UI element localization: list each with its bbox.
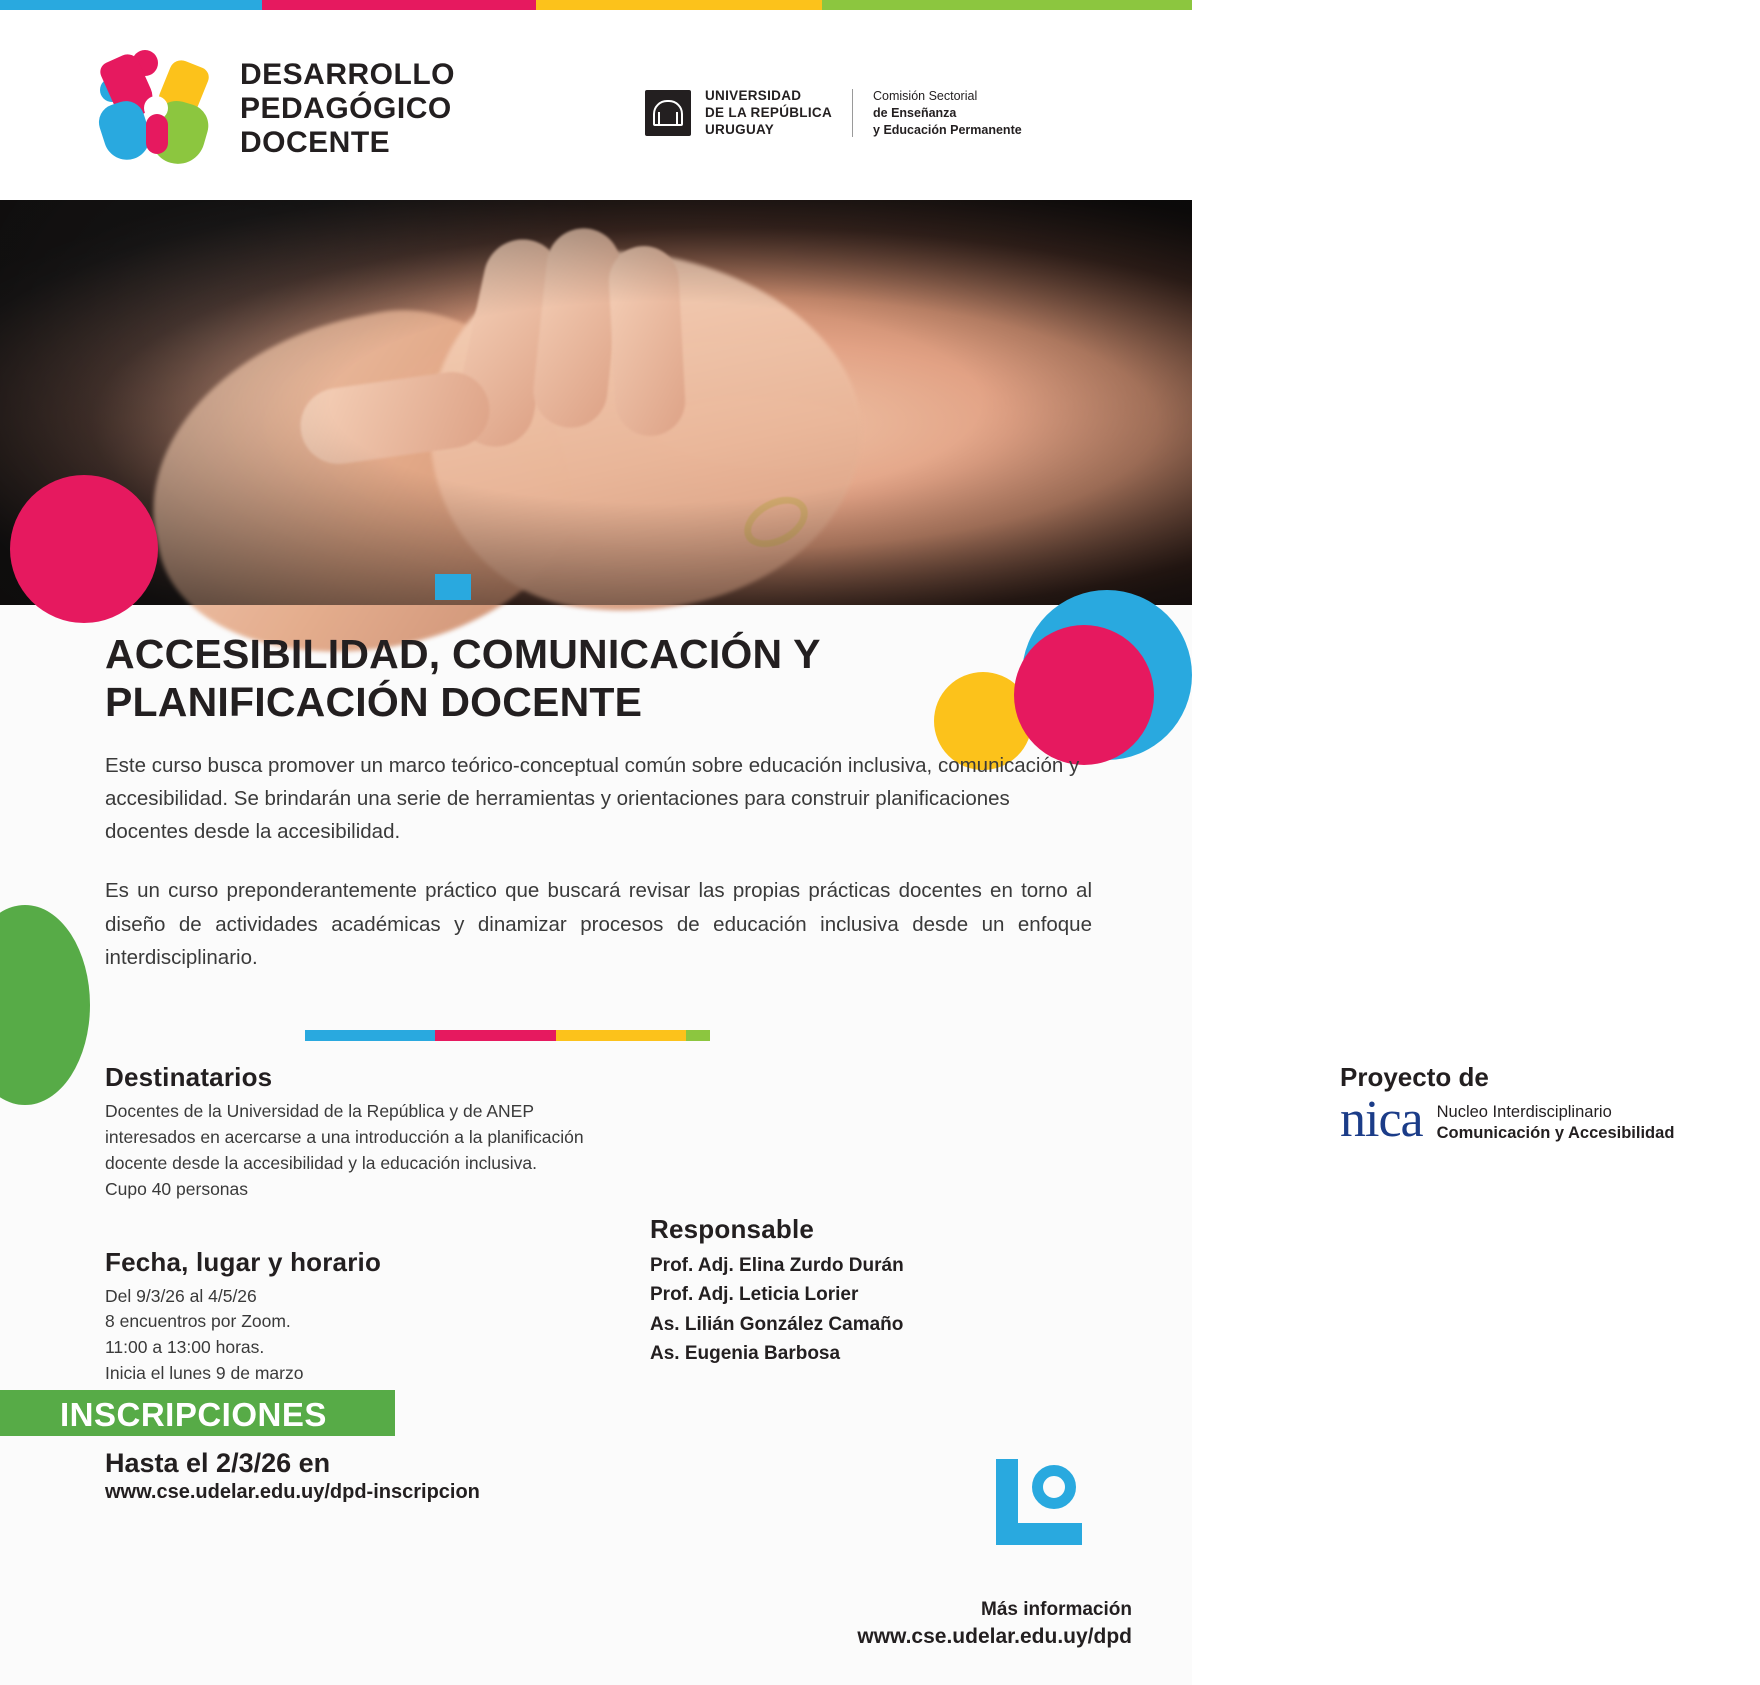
cse-name <box>873 88 1022 139</box>
left-column <box>105 1062 650 1387</box>
cse-line-3: y Educación Permanente <box>873 122 1022 137</box>
top-color-bar <box>0 0 1192 10</box>
destinatarios-body <box>105 1099 650 1203</box>
proyecto-block <box>1340 1062 1760 1148</box>
fecha-line-1: Del 9/3/26 al 4/5/26 <box>105 1285 257 1306</box>
brand-line-2: PEDAGÓGICO <box>240 92 452 126</box>
cse-line-2: de Enseñanza <box>873 105 957 120</box>
fecha-line-3: 11:00 a 13:00 horas. <box>105 1337 265 1358</box>
fecha-body <box>105 1284 650 1388</box>
udelar-line-2: DE LA REPÚBLICA <box>705 104 833 120</box>
responsable-line-3: As. Lilián González Camaño <box>650 1313 904 1335</box>
nica-wordmark: nica <box>1340 1091 1423 1148</box>
fecha-heading: Fecha, lugar y horario <box>105 1246 382 1277</box>
brand-line-3: DOCENTE <box>240 125 391 159</box>
bar-segment-cyan <box>0 0 262 10</box>
destinatarios-heading: Destinatarios <box>105 1062 273 1092</box>
logo-divider <box>852 89 853 137</box>
responsable-heading: Responsable <box>650 1214 815 1244</box>
responsable-line-1: Prof. Adj. Elina Zurdo Durán <box>650 1255 904 1276</box>
responsable-block <box>650 1214 1100 1369</box>
dpd-logo <box>100 50 455 168</box>
accessibility-mark-icon <box>996 1459 1082 1545</box>
fecha-block <box>105 1247 650 1388</box>
page-title: ACCESIBILIDAD, COMUNICACIÓN Y PLANIFICACIÓN DOCENTE <box>105 631 820 726</box>
udelar-cse-logo <box>645 88 1022 139</box>
people-icon <box>100 50 222 168</box>
description-paragraph-1: Este curso busca promover un marco teórico-conceptual común sobre educación inclusiva, comunicación y accesibilidad. Se brindarán una serie de herramientas y orientaciones para construir planificaciones docentes desde la accesibilidad. <box>105 753 1080 844</box>
more-info-url[interactable]: www.cse.udelar.edu.uy/dpd <box>857 1625 1132 1648</box>
fecha-line-2: 8 encuentros por Zoom. <box>105 1311 291 1332</box>
udelar-line-1: UNIVERSIDAD <box>705 88 802 103</box>
fecha-line-4: Inicia el lunes 9 de marzo <box>105 1363 304 1384</box>
inscripciones-details <box>105 1448 480 1504</box>
nica-line-1: Nucleo Interdisciplinario <box>1436 1102 1612 1121</box>
course-description <box>0 749 1192 974</box>
midbar-segment-cyan <box>305 1030 435 1041</box>
responsable-line-4: As. Eugenia Barbosa <box>650 1343 841 1365</box>
udelar-line-3: URUGUAY <box>705 121 775 137</box>
bar-segment-magenta <box>262 0 536 10</box>
decor-square-blue <box>435 574 471 600</box>
proyecto-heading: Proyecto de <box>1340 1062 1489 1092</box>
dpd-logo-text <box>240 58 455 160</box>
nica-logo <box>1340 1091 1760 1148</box>
responsable-body <box>650 1251 1100 1369</box>
brand-line-1: DESARROLLO <box>240 58 455 92</box>
inscripciones-deadline: Hasta el 2/3/26 en <box>105 1448 331 1478</box>
midbar-segment-yellow <box>556 1030 686 1041</box>
mid-color-bar <box>305 1030 710 1041</box>
cse-line-1: Comisión Sectorial <box>873 89 978 103</box>
more-info <box>857 1599 1132 1649</box>
inscripciones-label: INSCRIPCIONES <box>60 1396 327 1433</box>
more-info-label: Más información <box>981 1599 1132 1620</box>
midbar-segment-green <box>686 1030 710 1041</box>
inscripciones-url[interactable]: www.cse.udelar.edu.uy/dpd-inscripcion <box>105 1481 480 1503</box>
bar-segment-green <box>822 0 1192 10</box>
udelar-name <box>705 88 832 139</box>
udelar-shield-icon <box>645 90 691 136</box>
nica-line-2: Comunicación y Accesibilidad <box>1436 1123 1675 1142</box>
header <box>0 10 1192 200</box>
right-column <box>650 1062 1675 1369</box>
midbar-segment-magenta <box>435 1030 557 1041</box>
description-paragraph-2: Es un curso preponderantemente práctico que buscará revisar las propias prácticas docentes en torno al diseño de actividades académicas y dinamizar procesos de educación inclusiva desde un enfoque interdisciplinario. <box>105 879 1092 969</box>
main-content <box>0 600 1192 1000</box>
bar-segment-yellow <box>536 0 822 10</box>
destinatarios-line-2: interesados en acercarse a una introducción a la planificación <box>105 1126 584 1147</box>
inscripciones-banner <box>0 1390 395 1436</box>
destinatarios-line-4: Cupo 40 personas <box>105 1178 249 1199</box>
hero-photo-hands-sign-language <box>0 200 1192 605</box>
nica-subtitle <box>1437 1102 1675 1145</box>
destinatarios-line-3: docente desde la accesibilidad y la educación inclusiva. <box>105 1152 537 1173</box>
responsable-line-2: Prof. Adj. Leticia Lorier <box>650 1284 859 1306</box>
destinatarios-line-1: Docentes de la Universidad de la República y de ANEP <box>105 1101 534 1121</box>
